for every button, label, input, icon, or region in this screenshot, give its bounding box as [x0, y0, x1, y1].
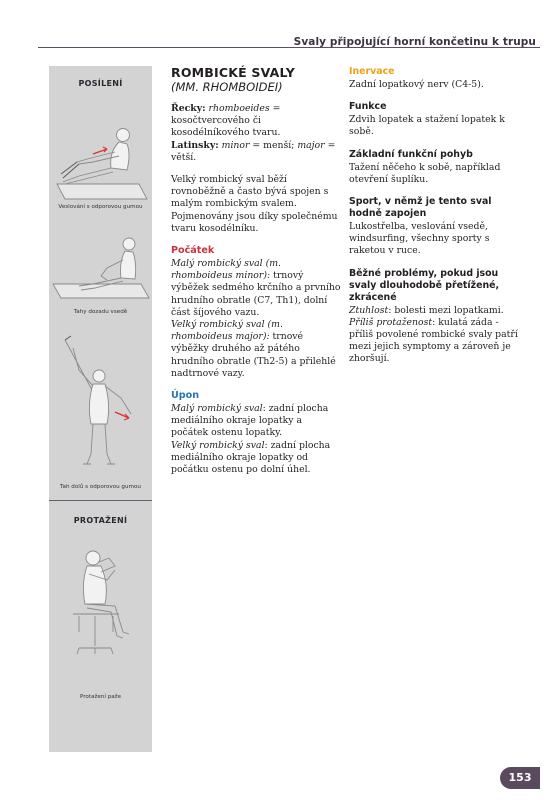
function-text: Zdvih lopatek a stažení lopatek k sobě. [349, 114, 505, 138]
basic-movement-heading: Základní funkční pohyb [349, 148, 473, 160]
main-column-right [349, 66, 521, 366]
rowing-with-band-illustration [49, 104, 152, 214]
exercise-sidebar [49, 66, 152, 752]
main-column-left [171, 66, 341, 476]
muscle-latin-name: (MM. RHOMBOIDEI) [171, 80, 283, 94]
origin-major: Velký rombický sval (m. rhomboideus major): trnové výběžky druhého až pátého hrudního obratle (Th2-5) a přilehlé nadtrnové vazy. [171, 319, 336, 379]
insertion-heading: Úpon [171, 390, 200, 402]
exercise-caption: Veslování s odporovou gumou [58, 204, 143, 210]
insertion-minor: Malý rombický sval: zadní plocha mediálního okraje lopatky a počátek ostenu lopatky. [171, 403, 329, 439]
pull-down-band-illustration [49, 326, 152, 476]
muscle-intro: Velký rombický sval běží rovnoběžně a často bývá spojen s malým rombickým svalem. Pojmenovány jsou díky společnému tvaru kosodélníku. [171, 174, 338, 234]
problems-heading: Běžné problémy, pokud jsou svaly dlouhodobě přetížené, zkrácené [349, 267, 500, 303]
seated-rows-illustration [49, 224, 152, 314]
etymology-latin: Latinsky: minor = menší; major = větší. [171, 139, 336, 163]
stretch-caption: Protažení paže [79, 694, 122, 700]
etymology-greek: Řecky: rhomboeides = kosočtvercového či kosodélníkového tvaru. [171, 103, 281, 139]
sport-text: Lukostřelba, veslování vsedě, windsurfing, všechny sporty s raketou v ruce. [349, 221, 490, 257]
arm-stretch-illustration [49, 536, 152, 676]
basic-movement-text: Tažení něčeho k sobě, například otevření šuplíku. [349, 161, 501, 185]
problems-stiffness: Ztuhlost: bolesti mezi lopatkami. [349, 304, 504, 316]
strengthening-title: POSÍLENÍ [78, 79, 123, 88]
page-number: 153 [500, 767, 540, 789]
running-header-title: Svaly připojující horní končetinu k trupu [293, 36, 536, 48]
innervation-heading: Inervace [349, 66, 395, 77]
exercise-caption: Tah dolů s odporovou gumou [60, 484, 141, 490]
innervation-text: Zadní lopatkový nerv (C4-5). [349, 79, 484, 90]
insertion-major: Velký rombický sval: zadní plocha mediálního okraje lopatky od počátku ostenu po dolní úhel. [171, 439, 331, 476]
origin-minor: Malý rombický sval (m. rhomboideus minor): trnový výběžek sedmého krčního a prvního hrudního obratle (C7, Th1), dolní část šíjového vazu. [171, 258, 341, 318]
muscle-name: ROMBICKÉ SVALY [171, 65, 295, 80]
origin-heading: Počátek [171, 245, 215, 257]
stretching-title: PROTAŽENÍ [73, 516, 128, 525]
problems-laxity: Příliš protaženost: kulatá záda - příliš povolené rombické svaly patří mezi jejich symptomy a zároveň je zhoršují. [349, 316, 518, 365]
function-heading: Funkce [349, 101, 387, 113]
sidebar-divider [49, 500, 152, 501]
sport-heading: Sport, v němž je tento sval hodně zapojen [349, 196, 492, 220]
exercise-caption: Tahy dozadu vsedě [73, 309, 128, 315]
